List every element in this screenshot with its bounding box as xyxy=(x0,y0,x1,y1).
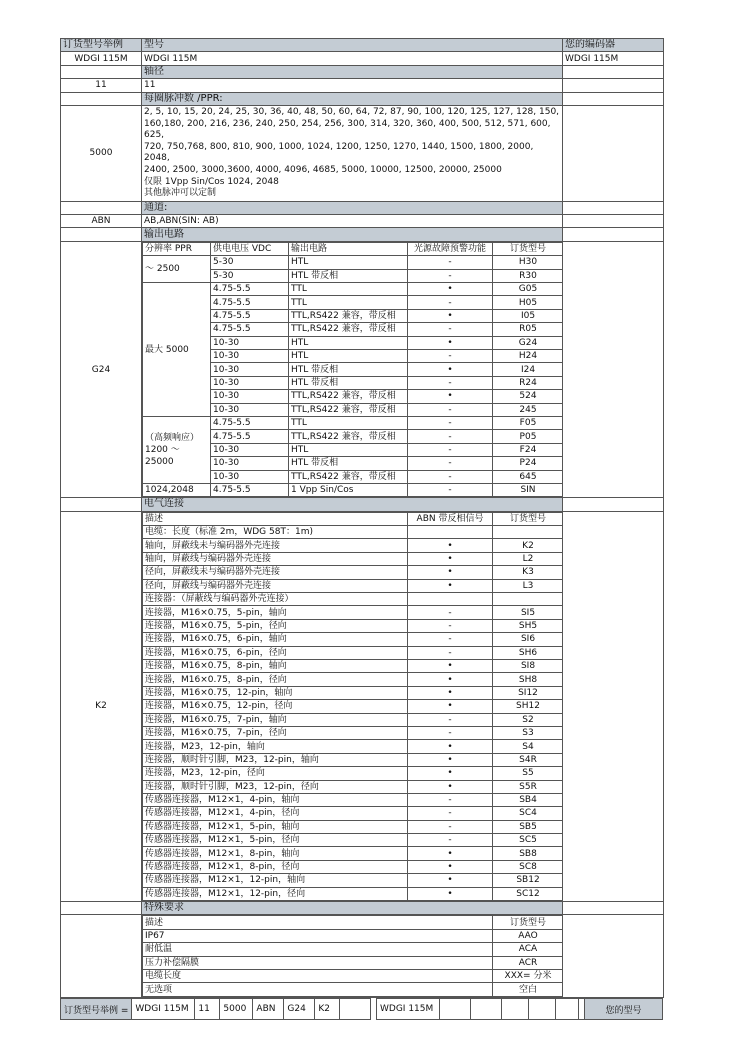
special-example-spacer xyxy=(61,902,142,915)
fault-warning: • xyxy=(408,390,493,403)
connection-description: 连接器，M16×0.75，7-pin，轴向 xyxy=(143,713,408,726)
output-column-header: 供电电压 VDC xyxy=(211,242,289,255)
your-code-cell[interactable] xyxy=(529,999,556,1020)
fault-warning: • xyxy=(408,363,493,376)
electrical-row xyxy=(143,860,563,873)
output-column-header: 输出电路 xyxy=(289,242,408,255)
supply-voltage: 4.75-5.5 xyxy=(211,416,289,429)
ppr-your-value[interactable] xyxy=(563,105,664,201)
connection-description: 传感器连接器，M12×1，12-pin，轴向 xyxy=(143,874,408,887)
column-header-your-encoder: 您的编码器 xyxy=(563,39,664,52)
special-column-header: 描述 xyxy=(143,916,493,929)
order-code: SI5 xyxy=(493,606,563,619)
order-code: G05 xyxy=(493,283,563,296)
inverted-signal: - xyxy=(408,807,493,820)
supply-voltage: 4.75-5.5 xyxy=(211,309,289,322)
ppr-example: 5000 xyxy=(61,105,142,201)
connection-description: 传感器连接器，M12×1，5-pin，轴向 xyxy=(143,820,408,833)
electrical-row xyxy=(143,633,563,646)
electrical-your-spacer xyxy=(563,498,664,511)
connection-description: 连接器，M23，12-pin，轴向 xyxy=(143,740,408,753)
output-circuit: TTL xyxy=(289,296,408,309)
your-code-cell[interactable] xyxy=(471,999,502,1020)
special-description: 耐低温 xyxy=(143,943,493,956)
fault-warning: - xyxy=(408,457,493,470)
special-section-title: 特殊要求 xyxy=(142,902,563,915)
fault-warning: - xyxy=(408,403,493,416)
example-code-row xyxy=(60,998,371,1020)
order-code: K2 xyxy=(493,539,563,552)
your-code-cell[interactable] xyxy=(502,999,529,1020)
output-circuit: TTL,RS422 兼容，带反相 xyxy=(289,309,408,322)
inverted-signal: • xyxy=(408,874,493,887)
connection-description: 连接器，M16×0.75，7-pin，径向 xyxy=(143,726,408,739)
electrical-row xyxy=(143,606,563,619)
electrical-row xyxy=(143,740,563,753)
supply-voltage: 5-30 xyxy=(211,269,289,282)
resolution-group-label: （高频响应）1200 ～ 25000 xyxy=(143,416,211,483)
output-circuit: HTL xyxy=(289,350,408,363)
inverted-signal xyxy=(408,593,493,606)
connection-description: 连接器，M16×0.75，5-pin，轴向 xyxy=(143,606,408,619)
output-circuit: HTL xyxy=(289,336,408,349)
output-your-spacer xyxy=(563,228,664,241)
column-header-model: 型号 xyxy=(142,39,563,52)
ppr-options xyxy=(142,105,563,201)
inverted-signal: - xyxy=(408,834,493,847)
electrical-connection-table xyxy=(142,512,563,901)
electrical-row xyxy=(143,566,563,579)
order-code: F24 xyxy=(493,443,563,456)
output-section-title: 输出电路 xyxy=(142,228,563,241)
model-value: WDGI 115M xyxy=(142,52,563,65)
channel-your-spacer xyxy=(563,201,664,214)
inverted-signal: • xyxy=(408,740,493,753)
your-code-cell[interactable]: WDGI 115M xyxy=(377,999,440,1020)
ppr-section-title: 每圈脉冲数 /PPR: xyxy=(142,92,563,105)
electrical-row xyxy=(143,593,563,606)
output-circuit: HTL 带反相 xyxy=(289,269,408,282)
order-code: S5R xyxy=(493,780,563,793)
inverted-signal: • xyxy=(408,767,493,780)
supply-voltage: 10-30 xyxy=(211,457,289,470)
output-circuit-cell xyxy=(142,241,563,497)
inverted-signal: - xyxy=(408,713,493,726)
ppr-line: 720, 750,768, 800, 810, 900, 1000, 1024, 1200, 1250, 1270, 1440, 1500, 1800, 2000, 2048, xyxy=(144,141,534,164)
order-code: ACA xyxy=(493,943,563,956)
ppr-line: 2400, 2500, 3000,3600, 4000, 4096, 4685, 5000, 10000, 12500, 20000, 25000 xyxy=(144,164,502,175)
order-code: L2 xyxy=(493,552,563,565)
order-code: F05 xyxy=(493,416,563,429)
supply-voltage: 4.75-5.5 xyxy=(211,430,289,443)
electrical-row xyxy=(143,539,563,552)
electrical-row xyxy=(143,793,563,806)
example-code-cell: WDGI 115M xyxy=(132,999,195,1020)
ppr-line: 160,180, 200, 216, 236, 240, 250, 254, 256, 300, 314, 320, 360, 400, 500, 512, 571, 600, 625, xyxy=(144,118,551,141)
ppr-your-spacer xyxy=(563,92,664,105)
inverted-signal: • xyxy=(408,566,493,579)
electrical-row xyxy=(143,767,563,780)
special-column-header: 订货型号 xyxy=(493,916,563,929)
supply-voltage: 10-30 xyxy=(211,376,289,389)
special-row xyxy=(143,983,563,996)
electrical-example-spacer xyxy=(61,498,142,511)
inverted-signal: • xyxy=(408,539,493,552)
supply-voltage: 5-30 xyxy=(211,256,289,269)
order-code: SIN xyxy=(493,483,563,496)
order-code: R24 xyxy=(493,376,563,389)
inverted-signal: - xyxy=(408,606,493,619)
order-code: SB12 xyxy=(493,874,563,887)
electrical-row xyxy=(143,526,563,539)
order-code: I05 xyxy=(493,309,563,322)
fault-warning: - xyxy=(408,323,493,336)
connection-description: 传感器连接器，M12×1，4-pin，径向 xyxy=(143,807,408,820)
electrical-column-header: ABN 带反相信号 xyxy=(408,512,493,525)
order-code: L3 xyxy=(493,579,563,592)
order-code: 645 xyxy=(493,470,563,483)
your-code-cell[interactable] xyxy=(556,999,579,1020)
order-code: S4R xyxy=(493,753,563,766)
electrical-row xyxy=(143,726,563,739)
inverted-signal: • xyxy=(408,579,493,592)
order-code: H30 xyxy=(493,256,563,269)
connection-description: 传感器连接器，M12×1，5-pin，径向 xyxy=(143,834,408,847)
output-circuit: HTL xyxy=(289,256,408,269)
fault-warning: - xyxy=(408,483,493,496)
connection-description: 连接器，M16×0.75，8-pin，径向 xyxy=(143,673,408,686)
electrical-header-row xyxy=(143,512,563,525)
example-code-cell: K2 xyxy=(315,999,340,1020)
output-circuit: TTL xyxy=(289,416,408,429)
inverted-signal: • xyxy=(408,780,493,793)
order-code: SC5 xyxy=(493,834,563,847)
order-code: 245 xyxy=(493,403,563,416)
inverted-signal: • xyxy=(408,860,493,873)
channel-section-title: 通道: xyxy=(142,201,563,214)
inverted-signal xyxy=(408,526,493,539)
fault-warning: - xyxy=(408,430,493,443)
electrical-example: K2 xyxy=(61,511,142,901)
order-code: S2 xyxy=(493,713,563,726)
order-code: ACR xyxy=(493,956,563,969)
electrical-your-value[interactable] xyxy=(563,511,664,901)
column-header-example: 订货型号举例 xyxy=(61,39,142,52)
electrical-row xyxy=(143,686,563,699)
your-encoder-model: WDGI 115M xyxy=(563,52,664,65)
shaft-your-spacer xyxy=(563,65,664,78)
output-column-header: 分辨率 PPR xyxy=(143,242,211,255)
ppr-note-custom: 其他脉冲可以定制 xyxy=(144,188,217,199)
fault-warning: - xyxy=(408,256,493,269)
output-row xyxy=(143,483,563,496)
order-code: 空白 xyxy=(493,983,563,996)
example-code-cell: 11 xyxy=(195,999,220,1020)
inverted-signal: • xyxy=(408,753,493,766)
order-code: SC4 xyxy=(493,807,563,820)
supply-voltage: 10-30 xyxy=(211,443,289,456)
order-code: SH12 xyxy=(493,700,563,713)
electrical-row xyxy=(143,713,563,726)
connection-description: 连接器：（屏蔽线与编码器外壳连接） xyxy=(143,593,408,606)
fault-warning: • xyxy=(408,336,493,349)
connection-description: 径向，屏蔽线未与编码器外壳连接 xyxy=(143,566,408,579)
order-code: SI6 xyxy=(493,633,563,646)
fault-warning: - xyxy=(408,443,493,456)
output-column-header: 订货型号 xyxy=(493,242,563,255)
order-code: S3 xyxy=(493,726,563,739)
order-code: P05 xyxy=(493,430,563,443)
special-requirements-table xyxy=(142,915,563,996)
ppr-note-sincos: 仅限 1Vpp Sin/Cos 1024, 2048 xyxy=(144,176,279,187)
electrical-row xyxy=(143,780,563,793)
connection-description: 连接器，M16×0.75，8-pin，轴向 xyxy=(143,659,408,672)
connection-description: 连接器，M23，12-pin，径向 xyxy=(143,767,408,780)
output-circuit: HTL 带反相 xyxy=(289,363,408,376)
order-code: R30 xyxy=(493,269,563,282)
shaft-example: 11 xyxy=(61,79,142,92)
connection-description: 连接器，顺时针引脚，M23，12-pin，轴向 xyxy=(143,753,408,766)
output-column-header: 光源故障预警功能 xyxy=(408,242,493,255)
your-code-cell[interactable] xyxy=(440,999,471,1020)
fault-warning: - xyxy=(408,269,493,282)
order-code: AAO xyxy=(493,929,563,942)
connection-description: 连接器，M16×0.75，12-pin，轴向 xyxy=(143,686,408,699)
connection-description: 连接器，M16×0.75，5-pin，径向 xyxy=(143,619,408,632)
connection-description: 连接器，M16×0.75，12-pin，径向 xyxy=(143,700,408,713)
electrical-section-title: 电气连接 xyxy=(142,498,563,511)
inverted-signal: - xyxy=(408,633,493,646)
inverted-signal: - xyxy=(408,726,493,739)
order-code-summary xyxy=(60,998,663,1020)
example-code-label: 订货型号举例 = xyxy=(61,999,132,1020)
fault-warning: - xyxy=(408,470,493,483)
output-header-row xyxy=(143,242,563,255)
channel-your-value[interactable] xyxy=(563,215,664,228)
special-requirements-cell xyxy=(142,915,563,997)
special-row xyxy=(143,969,563,982)
inverted-signal: • xyxy=(408,887,493,900)
connection-description: 连接器，M16×0.75，6-pin，轴向 xyxy=(143,633,408,646)
output-circuit: HTL xyxy=(289,443,408,456)
example-code-cell xyxy=(340,999,371,1020)
special-your-value[interactable] xyxy=(563,915,664,997)
connection-description: 径向，屏蔽线与编码器外壳连接 xyxy=(143,579,408,592)
supply-voltage: 10-30 xyxy=(211,403,289,416)
output-row xyxy=(143,283,563,296)
supply-voltage: 10-30 xyxy=(211,390,289,403)
inverted-signal: - xyxy=(408,619,493,632)
electrical-row xyxy=(143,619,563,632)
supply-voltage: 10-30 xyxy=(211,336,289,349)
order-code: SH6 xyxy=(493,646,563,659)
special-description: 电缆长度 xyxy=(143,969,493,982)
order-code-table xyxy=(60,38,664,998)
electrical-column-header: 订货型号 xyxy=(493,512,563,525)
special-row xyxy=(143,929,563,942)
electrical-row xyxy=(143,874,563,887)
order-code xyxy=(493,593,563,606)
connection-description: 电缆：长度（标准 2m，WDG 58T：1m) xyxy=(143,526,408,539)
electrical-row xyxy=(143,659,563,672)
inverted-signal: - xyxy=(408,820,493,833)
special-header-row xyxy=(143,916,563,929)
electrical-row xyxy=(143,834,563,847)
order-code: SC8 xyxy=(493,860,563,873)
order-code: H05 xyxy=(493,296,563,309)
inverted-signal: • xyxy=(408,659,493,672)
resolution-group-label: ～ 2500 xyxy=(143,256,211,283)
supply-voltage: 4.75-5.5 xyxy=(211,296,289,309)
special-your-spacer xyxy=(563,902,664,915)
order-code: 524 xyxy=(493,390,563,403)
inverted-signal: - xyxy=(408,793,493,806)
your-code-label-box xyxy=(584,998,663,1020)
connection-description: 连接器，顺时针引脚，M23，12-pin，径向 xyxy=(143,780,408,793)
special-example xyxy=(61,915,142,997)
inverted-signal: • xyxy=(408,686,493,699)
inverted-signal: • xyxy=(408,552,493,565)
electrical-row xyxy=(143,820,563,833)
example-code-cell: ABN xyxy=(253,999,284,1020)
channel-example-spacer xyxy=(61,201,142,214)
electrical-connection-cell xyxy=(142,511,563,901)
order-code: K3 xyxy=(493,566,563,579)
connection-description: 传感器连接器，M12×1，8-pin，径向 xyxy=(143,860,408,873)
your-code-row xyxy=(376,998,602,1020)
order-code: I24 xyxy=(493,363,563,376)
special-description: 无选项 xyxy=(143,983,493,996)
supply-voltage: 4.75-5.5 xyxy=(211,483,289,496)
connection-description: 轴向，屏蔽线未与编码器外壳连接 xyxy=(143,539,408,552)
supply-voltage: 4.75-5.5 xyxy=(211,283,289,296)
electrical-row xyxy=(143,847,563,860)
order-code: SI12 xyxy=(493,686,563,699)
output-circuit: HTL 带反相 xyxy=(289,376,408,389)
ppr-example-spacer xyxy=(61,92,142,105)
order-code xyxy=(493,526,563,539)
shaft-section-title: 轴径 xyxy=(142,65,563,78)
output-example: G24 xyxy=(61,241,142,497)
order-code: P24 xyxy=(493,457,563,470)
shaft-your-value[interactable] xyxy=(563,79,664,92)
resolution-group-label: 最大 5000 xyxy=(143,283,211,417)
connection-description: 传感器连接器，M12×1，12-pin，径向 xyxy=(143,887,408,900)
resolution-group-label: 1024,2048 xyxy=(143,483,211,496)
order-code: H24 xyxy=(493,350,563,363)
output-circuit: TTL xyxy=(289,283,408,296)
output-example-spacer xyxy=(61,228,142,241)
order-code-sheet xyxy=(60,38,663,998)
order-code: SC12 xyxy=(493,887,563,900)
supply-voltage: 10-30 xyxy=(211,350,289,363)
fault-warning: • xyxy=(408,309,493,322)
electrical-row xyxy=(143,552,563,565)
order-code: SB8 xyxy=(493,847,563,860)
order-code: R05 xyxy=(493,323,563,336)
order-code: XXX= 分米 xyxy=(493,969,563,982)
output-circuit: TTL,RS422 兼容，带反相 xyxy=(289,323,408,336)
fault-warning: - xyxy=(408,296,493,309)
inverted-signal: • xyxy=(408,673,493,686)
your-code-label: 您的型号 xyxy=(585,999,663,1020)
electrical-row xyxy=(143,887,563,900)
electrical-row xyxy=(143,700,563,713)
fault-warning: - xyxy=(408,350,493,363)
output-circuit: TTL,RS422 兼容，带反相 xyxy=(289,403,408,416)
example-code-cell: G24 xyxy=(284,999,315,1020)
electrical-row xyxy=(143,673,563,686)
output-circuit: 1 Vpp Sin/Cos xyxy=(289,483,408,496)
channel-value: AB,ABN(SIN: AB) xyxy=(142,215,563,228)
supply-voltage: 10-30 xyxy=(211,363,289,376)
connection-description: 传感器连接器，M12×1，8-pin，轴向 xyxy=(143,847,408,860)
output-row xyxy=(143,416,563,429)
shaft-value: 11 xyxy=(142,79,563,92)
special-description: IP67 xyxy=(143,929,493,942)
connection-description: 轴向，屏蔽线与编码器外壳连接 xyxy=(143,552,408,565)
output-circuit: TTL,RS422 兼容，带反相 xyxy=(289,390,408,403)
order-code: SH5 xyxy=(493,619,563,632)
electrical-row xyxy=(143,579,563,592)
fault-warning: • xyxy=(408,283,493,296)
connection-description: 传感器连接器，M12×1，4-pin，轴向 xyxy=(143,793,408,806)
output-circuit: HTL 带反相 xyxy=(289,457,408,470)
electrical-column-header: 描述 xyxy=(143,512,408,525)
order-code: G24 xyxy=(493,336,563,349)
output-circuit: TTL,RS422 兼容，带反相 xyxy=(289,430,408,443)
inverted-signal: - xyxy=(408,646,493,659)
shaft-example-spacer xyxy=(61,65,142,78)
order-code: SB4 xyxy=(493,793,563,806)
supply-voltage: 10-30 xyxy=(211,470,289,483)
supply-voltage: 4.75-5.5 xyxy=(211,323,289,336)
electrical-row xyxy=(143,646,563,659)
output-circuit: TTL,RS422 兼容，带反相 xyxy=(289,470,408,483)
electrical-row xyxy=(143,753,563,766)
order-code: S4 xyxy=(493,740,563,753)
example-code-cell: 5000 xyxy=(220,999,253,1020)
output-row xyxy=(143,256,563,269)
order-code: SI8 xyxy=(493,659,563,672)
output-circuit-table xyxy=(142,242,563,497)
example-model: WDGI 115M xyxy=(61,52,142,65)
fault-warning: - xyxy=(408,416,493,429)
electrical-row xyxy=(143,807,563,820)
output-your-value[interactable] xyxy=(563,241,664,497)
special-row xyxy=(143,943,563,956)
order-code: S5 xyxy=(493,767,563,780)
fault-warning: - xyxy=(408,376,493,389)
inverted-signal: • xyxy=(408,847,493,860)
order-code: SB5 xyxy=(493,820,563,833)
inverted-signal: • xyxy=(408,700,493,713)
special-description: 压力补偿隔膜 xyxy=(143,956,493,969)
connection-description: 连接器，M16×0.75，6-pin，径向 xyxy=(143,646,408,659)
ppr-line: 2, 5, 10, 15, 20, 24, 25, 30, 36, 40, 48, 50, 60, 64, 72, 87, 90, 100, 120, 125, 127, 128, 150, xyxy=(144,106,560,117)
special-row xyxy=(143,956,563,969)
order-code: SH8 xyxy=(493,673,563,686)
channel-example: ABN xyxy=(61,215,142,228)
